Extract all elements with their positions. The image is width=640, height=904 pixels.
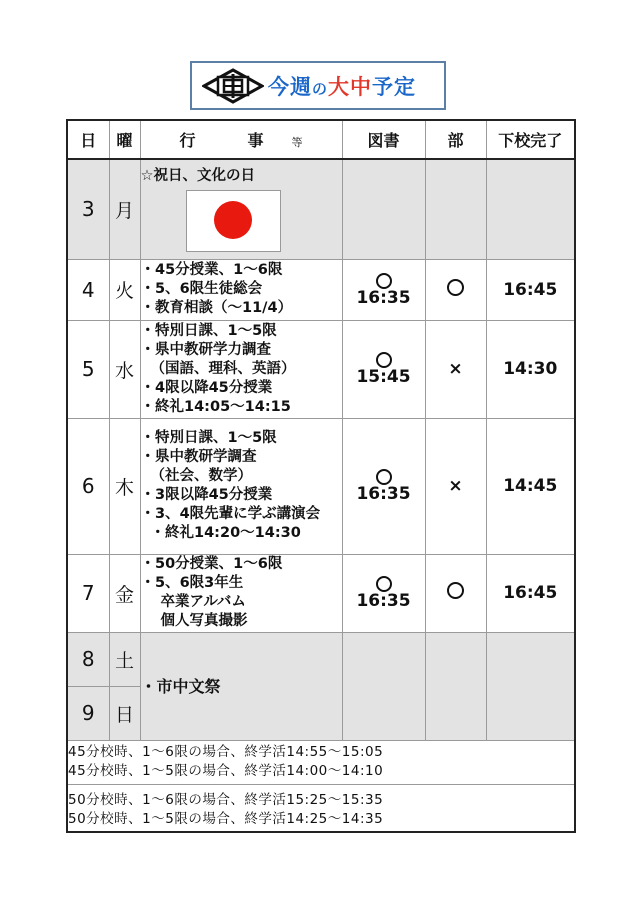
day-cell: 6: [67, 418, 109, 554]
day-cell: 5: [67, 320, 109, 418]
events-cell: [140, 632, 342, 740]
library-cell: [342, 259, 425, 320]
dismissal-cell: 14:45: [486, 418, 575, 554]
notes-row: [67, 784, 575, 832]
notes-cell: [67, 784, 575, 832]
table-row: [67, 259, 575, 320]
circle-mark-icon: [447, 279, 464, 296]
day-cell: 8: [67, 632, 109, 686]
schedule-table: [66, 119, 576, 833]
library-time: 15:45: [356, 367, 411, 387]
club-cell: [425, 159, 486, 259]
library-cell: [342, 632, 425, 740]
circle-mark-icon: [447, 582, 464, 599]
club-cell: [425, 554, 486, 632]
event-line: ・市中文祭: [140, 676, 221, 696]
header-events: 行 事 等: [140, 120, 342, 159]
event-line: ・特別日課、1～5限: [140, 322, 277, 339]
event-line: 卒業アルバム: [160, 594, 246, 610]
event-line: ・終礼14:05～14:15: [140, 398, 291, 415]
header-club: 部: [425, 120, 486, 159]
header-day: 日: [67, 120, 109, 159]
event-line: 個人写真撮影: [160, 613, 248, 629]
event-line: ・3限以降45分授業: [140, 487, 273, 503]
circle-mark-icon: [376, 273, 392, 289]
note-line: 50分校時、1～5限の場合、終学活14:25～14:35: [68, 810, 384, 827]
day-cell: 9: [67, 686, 109, 740]
day-cell: 4: [67, 259, 109, 320]
header-library: 図書: [342, 120, 425, 159]
dismissal-cell: 14:30: [486, 320, 575, 418]
dow-cell: 月: [109, 159, 140, 259]
table-row: [67, 554, 575, 632]
club-cell: [425, 632, 486, 740]
club-cell: ×: [425, 418, 486, 554]
school-emblem-icon: [202, 68, 264, 104]
club-cell: ×: [425, 320, 486, 418]
dow-cell: 火: [109, 259, 140, 320]
table-row: [67, 159, 575, 259]
events-cell: [140, 320, 342, 418]
event-line: （国語、理科、英語）: [150, 360, 296, 377]
circle-mark-icon: [376, 352, 392, 368]
event-line: ・教育相談（～11/4）: [140, 300, 293, 316]
events-cell: [140, 159, 342, 259]
day-cell: 7: [67, 554, 109, 632]
event-line: ・県中教研学力調査: [140, 341, 271, 358]
dow-cell: 木: [109, 418, 140, 554]
notes-row: [67, 740, 575, 784]
event-line: ・5、6限生徒総会: [140, 281, 263, 297]
dismissal-cell: 16:45: [486, 259, 575, 320]
club-cell: [425, 259, 486, 320]
day-cell: 3: [67, 159, 109, 259]
note-line: 45分校時、1～5限の場合、終学活14:00～14:10: [68, 763, 384, 779]
event-line: （社会、数学）: [150, 468, 252, 484]
header-dismissal: 下校完了: [486, 120, 575, 159]
events-cell: [140, 418, 342, 554]
dow-cell: 土: [109, 632, 140, 686]
note-line: 50分校時、1～6限の場合、終学活15:25～15:35: [68, 791, 384, 808]
library-time: 16:35: [356, 287, 411, 308]
event-line: ・県中教研学調査: [140, 449, 257, 465]
library-cell: [342, 554, 425, 632]
library-time: 16:35: [356, 591, 411, 611]
event-line: ・4限以降45分授業: [140, 379, 273, 396]
dismissal-cell: 16:45: [486, 554, 575, 632]
table-row: [67, 320, 575, 418]
event-line: ・3、4限先輩に学ぶ講演会: [140, 506, 321, 522]
library-cell: [342, 320, 425, 418]
library-cell: [342, 418, 425, 554]
dismissal-cell: [486, 159, 575, 259]
header-row: [67, 120, 575, 159]
note-line: 45分校時、1～6限の場合、終学活14:55～15:05: [68, 744, 384, 760]
japan-flag-icon: [186, 190, 281, 252]
library-time: 16:35: [356, 484, 411, 504]
dow-cell: 金: [109, 554, 140, 632]
events-cell: [140, 259, 342, 320]
event-line: ・終礼14:20～14:30: [150, 525, 301, 541]
event-line: ・特別日課、1～5限: [140, 430, 277, 446]
notes-cell: [67, 740, 575, 784]
library-cell: [342, 159, 425, 259]
event-line: ・5、6限3年生: [140, 575, 244, 591]
table-row: [67, 632, 575, 686]
dismissal-cell: [486, 632, 575, 740]
event-line: ☆祝日、文化の日: [140, 167, 255, 184]
dow-cell: 日: [109, 686, 140, 740]
event-line: ・45分授業、1～6限: [140, 262, 283, 278]
circle-mark-icon: [376, 576, 392, 592]
circle-mark-icon: [376, 469, 392, 485]
table-row: [67, 418, 575, 554]
page-title: 今週の大中予定: [268, 75, 417, 99]
event-line: ・50分授業、1～6限: [140, 556, 283, 572]
title-banner: [190, 61, 446, 110]
dow-cell: 水: [109, 320, 140, 418]
header-dow: 曜: [109, 120, 140, 159]
events-cell: [140, 554, 342, 632]
